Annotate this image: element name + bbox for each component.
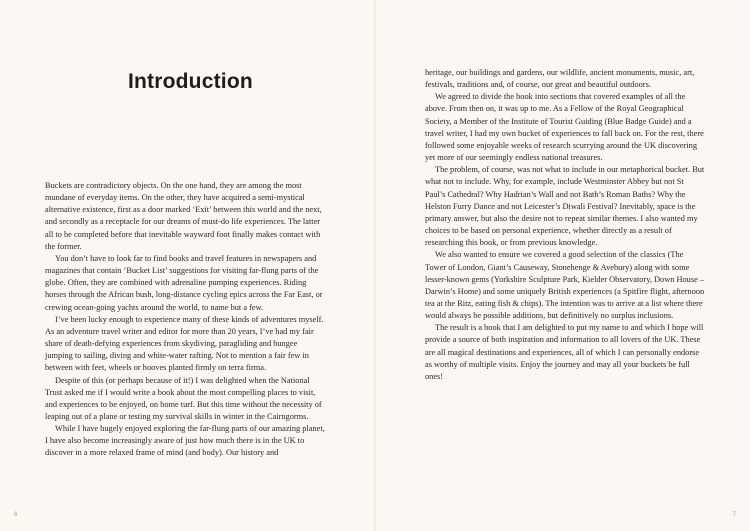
paragraph: heritage, our buildings and gardens, our wildlife, ancient monuments, music, art, festivals, traditions and, of course, our great and beautiful outdoors. — [425, 68, 695, 90]
paragraph: The result is a book that I am delighted to put my name to and which I hope will provide a source of both inspiration and information to all lovers of the UK. These are all magical destinations and experiences, all of which I can personally endorse as worthy of multiple visits. Enjoy the journey and may all your buckets be full ones! — [425, 323, 704, 381]
right-page-body — [425, 67, 705, 383]
paragraph: While I have hugely enjoyed exploring the far-flung parts of our amazing planet, I have also become increasingly aware of just how much there is in the UK to discover in a more relaxed frame of mind (and body). Our history and — [45, 424, 325, 458]
paragraph: The problem, of course, was not what to include in our metaphorical bucket. But what not to include. Why, for example, include Westminster Abbey but not St Paul’s Cathedral? Why Hadrian’s Wall and not Bath’s Roman Baths? Why the Helston Furry Dance and not Leicester’s Diwali Festival? Inevitably, space is the primary answer, but also the desire not to repeat similar themes. I also wanted my choices to be based on personal experience, whether directly as a result of researching this book, or from previous knowledge. — [425, 165, 705, 248]
left-page — [0, 0, 374, 531]
paragraph: We also wanted to ensure we covered a good selection of the classics (The Tower of London, Giant’s Causeway, Stonehenge & Avebury) along with some lesser-known gems (Yorkshire Sculpture Park, Kielder Observatory, Down House – Darwin’s Home) and some uniquely British experiences (a Spitfire flight, afternoon tea at the Ritz, eating fish & chips). The intention was to arrive at a list where there would always be possible additions, but definitively no surplus inclusions. — [425, 250, 705, 321]
page-number: 6 — [14, 512, 18, 518]
paragraph: I’ve been lucky enough to experience many of these kinds of adventures myself. As an adventure travel writer and editor for more than 20 years, I’ve had my fair share of death-defying experiences from skydiving, paragliding and bungee jumping to sailing, diving and white-water rafting. Not to mention a fair few in between with feet, wheels or hooves planted firmly on terra firma. — [45, 314, 324, 373]
left-page-body — [45, 180, 327, 460]
paragraph: We agreed to divide the book into sections that covered examples of all the above. From then on, it was up to me. As a Fellow of the Royal Geographical Society, a Member of the Institute of Tourist Guiding (Blue Badge Guide) and a travel writer, I had my own bucket of experiences to fall back on. For the rest, there followed some enjoyable weeks of research scurrying around the UK discovering yet more of our seemingly endless national treasures. — [425, 92, 704, 163]
right-page — [376, 0, 750, 531]
page-number: 7 — [732, 512, 736, 518]
paragraph: Buckets are contradictory objects. On the one hand, they are among the most mundane of everyday items. On the other, they have acquired a semi-mystical alternative existence, first as a door marked ‘Exit’ between this world and the next, and secondly as a receptacle for our dreams of must-do life experiences. The latter all to be completed before that inevitable wayward foot finally makes contact with the former. — [45, 181, 322, 251]
paragraph: You don’t have to look far to find books and travel features in newspapers and magazines that contain ‘Bucket List’ suggestions for visiting far-flung parts of the globe. Often, they are combined with adrenaline pumping experiences. Riding horses through the African bush, long-distance cycling epics across the Far East, or crewing ocean-going yachts around the world, to name but a few. — [45, 253, 323, 312]
chapter-title: Introduction — [128, 70, 253, 93]
paragraph: Despite of this (or perhaps because of it!) I was delighted when the National Trust asked me if I would write a book about the most compelling places to visit, and experiences to be enjoyed, on home turf. But this time without the necessity of leaping out of a plane or testing my survival skills in winter in the Cairngorms. — [45, 375, 322, 421]
